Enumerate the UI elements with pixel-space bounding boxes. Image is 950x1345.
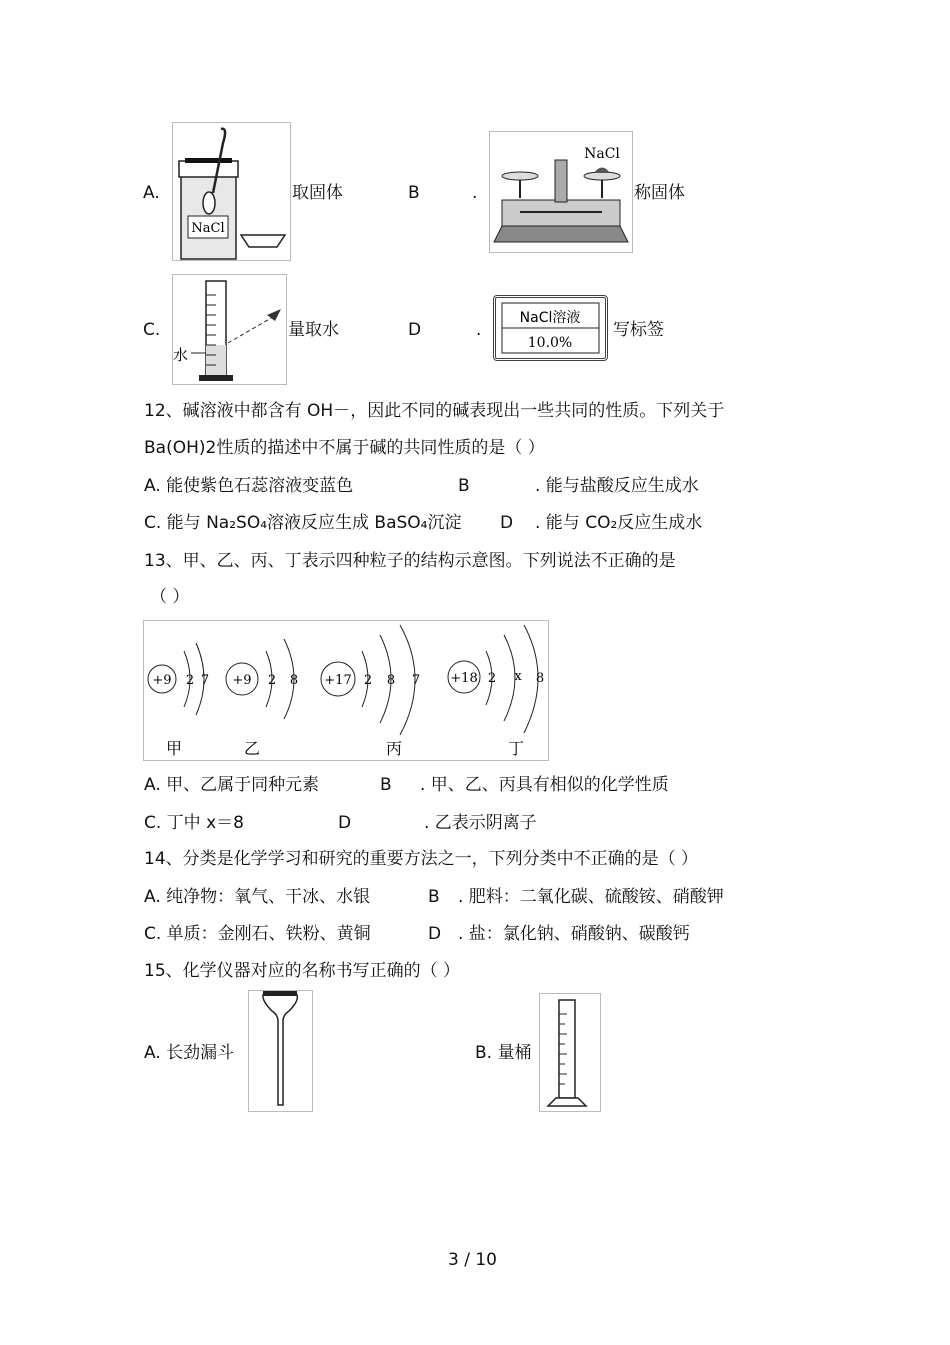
q13-option-d-letter: D	[338, 813, 352, 833]
atom-ding-shell3: 8	[535, 671, 545, 686]
q15-stem: 15、化学仪器对应的名称书写正确的（ ）	[144, 961, 461, 981]
q11-option-b-text: 称固体	[634, 183, 685, 203]
atom-bing-shell3: 7	[411, 673, 421, 688]
atom-bing-shell2: 8	[386, 673, 396, 688]
tag-line1: NaCl溶液	[519, 310, 581, 326]
q14-option-d-letter: D	[428, 924, 442, 944]
atom-yi-shell2: 8	[289, 673, 299, 688]
q15-option-a: A. 长劲漏斗	[144, 1043, 235, 1063]
balance-figure	[489, 131, 633, 253]
solution-label-figure	[493, 295, 608, 361]
q13-option-b-text: . 甲、乙、丙具有相似的化学性质	[420, 775, 669, 795]
atom-jia-name: 甲	[165, 739, 183, 758]
atom-ding-nucleus: +18	[450, 671, 478, 686]
q12-option-d-text: . 能与 CO₂反应生成水	[535, 513, 703, 533]
page-number: 3 / 10	[448, 1250, 497, 1270]
q11-option-b-dot: .	[472, 183, 478, 203]
q12-option-b-letter: B	[458, 476, 470, 496]
graduated-cylinder-reading-figure	[172, 274, 287, 385]
atom-ding-shell1: 2	[487, 671, 497, 686]
reagent-jar-figure	[172, 122, 291, 261]
q11-option-a-letter: A.	[143, 183, 160, 203]
atom-jia-shell1: 2	[185, 673, 195, 688]
q14-option-a: A. 纯净物：氧气、干冰、水银	[144, 887, 371, 907]
q11-option-c-letter: C.	[143, 320, 161, 340]
q13-stem-line2: （ ）	[150, 587, 190, 607]
q12-option-d-letter: D	[500, 513, 514, 533]
q11-option-d-letter: D	[408, 320, 422, 340]
q13-option-c: C. 丁中 x＝8	[144, 813, 244, 833]
q13-option-d-text: . 乙表示阴离子	[424, 813, 537, 833]
q14-option-b-text: . 肥料：二氧化碳、硫酸铵、硝酸钾	[458, 887, 724, 907]
q11-option-c-text: 量取水	[288, 320, 339, 340]
atom-bing-name: 丙	[385, 739, 403, 758]
atom-yi-shell1: 2	[267, 673, 277, 688]
q14-stem: 14、分类是化学学习和研究的重要方法之一，下列分类中不正确的是（ ）	[144, 849, 699, 869]
q12-stem-line2: Ba(OH)2性质的描述中不属于碱的共同性质的是（ ）	[144, 438, 545, 458]
balance-label: NaCl	[584, 146, 620, 162]
atom-bing-nucleus: +17	[324, 673, 352, 688]
q11-option-d-dot: .	[476, 320, 482, 340]
q12-option-c: C. 能与 Na₂SO₄溶液反应生成 BaSO₄沉淀	[144, 513, 462, 533]
q11-option-d-text: 写标签	[613, 320, 664, 340]
atom-jia-nucleus: +9	[152, 673, 172, 688]
q12-option-b-text: . 能与盐酸反应生成水	[535, 476, 699, 496]
q14-option-c: C. 单质：金刚石、铁粉、黄铜	[144, 924, 371, 944]
long-neck-funnel-figure	[248, 990, 313, 1112]
q13-stem-line1: 13、甲、乙、丙、丁表示四种粒子的结构示意图。下列说法不正确的是	[144, 551, 676, 571]
jar-label: NaCl	[191, 221, 225, 236]
q11-option-b-letter: B	[408, 183, 420, 203]
q13-option-a: A. 甲、乙属于同种元素	[144, 775, 320, 795]
atom-yi-name: 乙	[243, 739, 261, 758]
water-label: 水	[173, 346, 189, 364]
atom-ding-shell2: x	[514, 669, 522, 684]
atom-ding-name: 丁	[507, 739, 525, 758]
atomic-structure-figure	[143, 620, 549, 761]
tag-line2: 10.0%	[527, 335, 573, 351]
atom-yi-nucleus: +9	[232, 673, 252, 688]
q15-option-b: B. 量桶	[475, 1043, 532, 1063]
q14-option-d-text: . 盐：氯化钠、硝酸钠、碳酸钙	[458, 924, 690, 944]
q12-stem-line1: 12、碱溶液中都含有 OH－，因此不同的碱表现出一些共同的性质。下列关于	[144, 401, 725, 421]
measuring-cylinder-figure	[539, 993, 601, 1112]
atom-bing-shell1: 2	[363, 673, 373, 688]
q14-option-b-letter: B	[428, 887, 440, 907]
q11-option-a-text: 取固体	[292, 183, 343, 203]
q12-option-a: A. 能使紫色石蕊溶液变蓝色	[144, 476, 354, 496]
q13-option-b-letter: B	[380, 775, 392, 795]
atom-jia-shell2: 7	[200, 673, 210, 688]
